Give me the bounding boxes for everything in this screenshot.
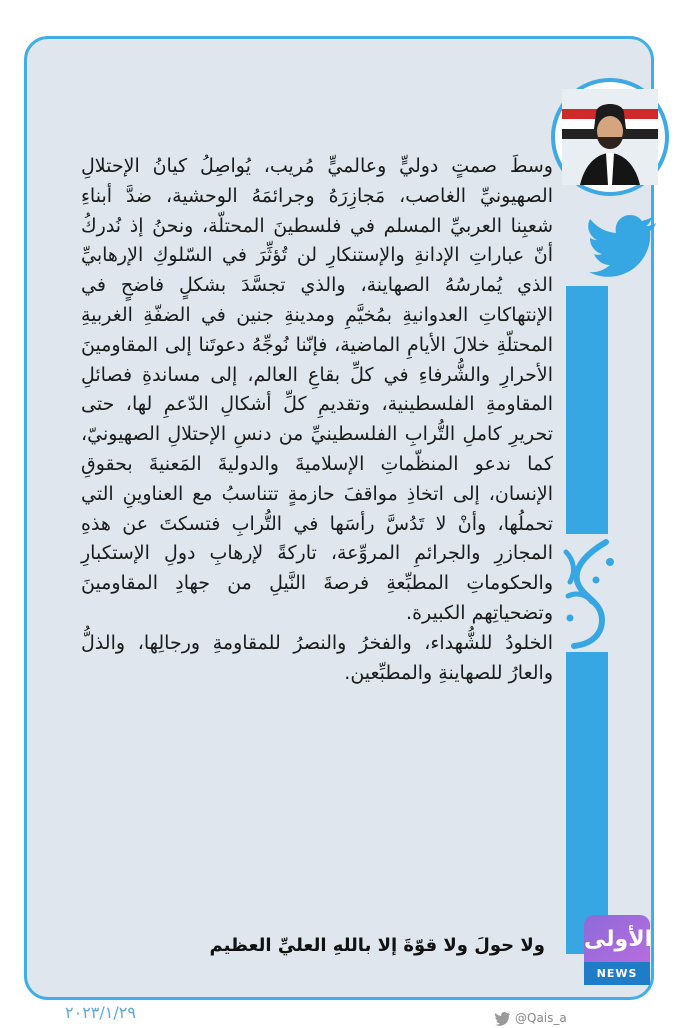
- twitter-handle[interactable]: [495, 1011, 567, 1025]
- avatar-frame: [551, 78, 669, 196]
- closing-line: ولا حولَ ولا قوّةَ إلا باللهِ العليِّ العظيم: [209, 935, 545, 956]
- post-body: [81, 152, 553, 688]
- news-logo: [584, 915, 653, 985]
- paragraph-1: وسطَ صمتٍ دوليٍّ وعالميٍّ مُريب، يُواصِلُ كيانُ الإحتلالِ الصهيونيِّ الغاصب، مَجازِرَهُ وجرائمَهُ الوحشية، ضدَّ أبناءِ شعبِنا العربيِّ المسلم في فلسطينَ المحتلّة، ونحنُ إذ نُدركُ أنّ عباراتِ الإدانةِ والإستنكارِ لن تُؤثِّرَ في السّلوكِ الإرهابيِّ الذي يُمارسُهُ الصهاينة، والذي تجسَّدَ بشكلٍ فاضحٍ في الإنتهاكاتِ العدوانيةِ بمُخيَّمِ ومدينةِ جنين في الضفّةِ الغربيةِ المحتلّةِ خلالَ الأيامِ الماضية، فإنّنا نُوجِّهُ دعوتَنا إلى المقاومينَ الأحرارِ والشُّرفاءِ في كلِّ بقاعِ العالم، إلى مساندةِ فصائلِ المقاومةِ الفلسطينية، وتقديمِ كلِّ أشكالِ الدّعمِ لها، حتى تحريرِ كاملِ التُّرابِ الفلسطينيِّ من دنسِ الإحتلالِ الصهيونيّ، كما ندعو المنظّماتِ الإسلاميةَ والدوليةَ المَعنيةَ بحقوقِ الإنسان، إلى اتخاذِ مواقفَ حازمةٍ تتناسبُ مع العناوينِ التي تحملُها، وأنْ لا تَدُسَّ رأسَها في التُّرابِ فتسكتَ عن هذهِ المجازرِ والجرائمِ المروِّعة، تاركةً لإرهابِ دولِ الإستكبارِ والحكوماتِ المطبِّعةِ فرصةَ النَّيلِ من جهادِ المقاومينَ وتضحياتِهم الكبيرة.: [81, 155, 553, 624]
- avatar: [562, 89, 658, 185]
- paragraph-2: الخلودُ للشُّهداء، والفخرُ والنصرُ للمقاومةِ ورجالِها، والذلُّ والعارُ للصهاينةِ والمطبِّعين.: [81, 631, 553, 684]
- logo-bottom-text: NEWS: [584, 962, 650, 985]
- post-card: [24, 36, 654, 1025]
- calligraphy-signature: [548, 534, 626, 652]
- twitter-bird-icon: [589, 215, 659, 273]
- post-date: ٢٠٢٣/١/٢٩: [65, 1003, 136, 1022]
- twitter-handle-icon: [495, 1012, 511, 1025]
- twitter-handle-text: @Qais_a: [515, 1011, 567, 1025]
- logo-top-text: الأولى: [584, 927, 653, 952]
